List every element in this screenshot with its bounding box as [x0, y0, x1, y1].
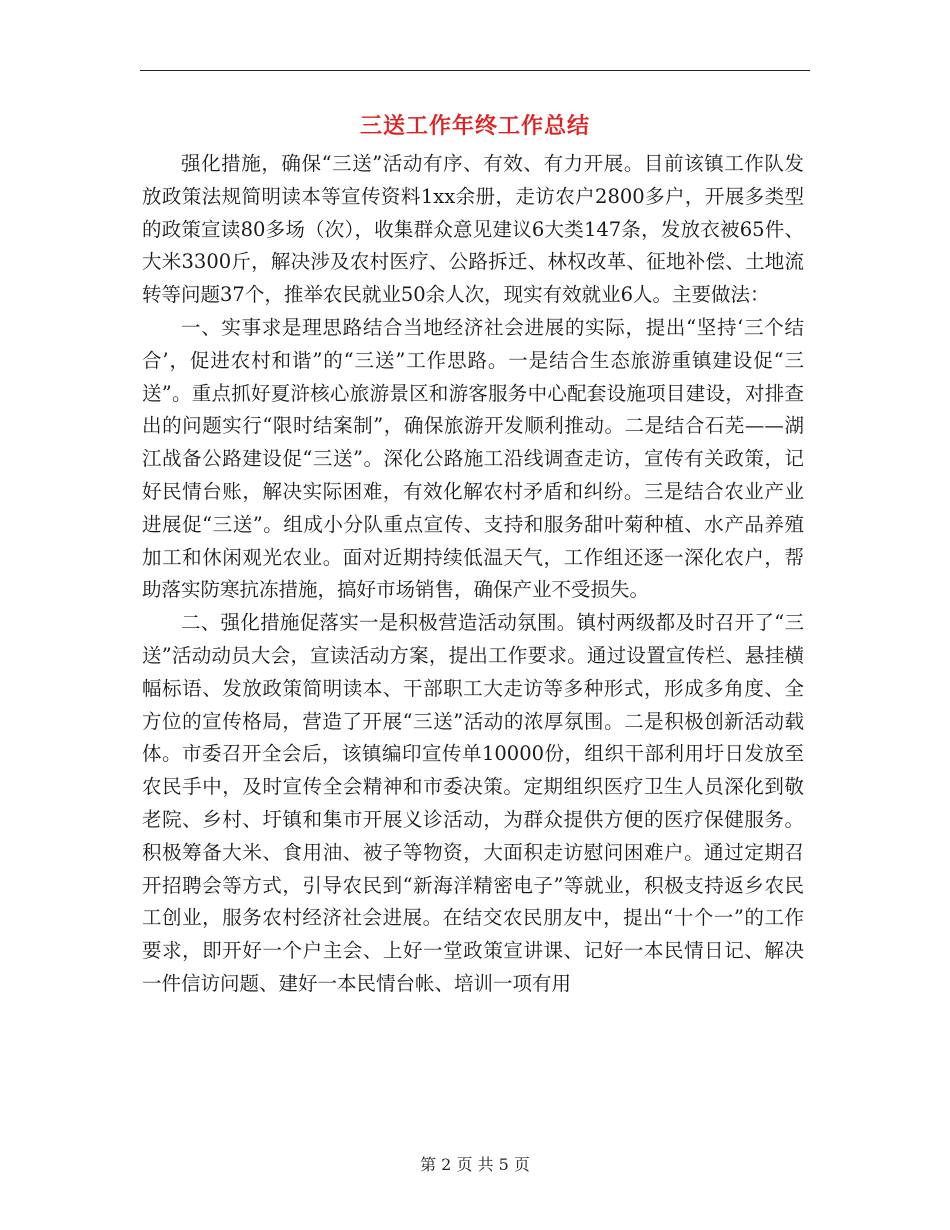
header-rule — [140, 70, 810, 71]
paragraph-section-two: 二、强化措施促落实一是积极营造活动氛围。镇村两级都及时召开了“三送”活动动员大会，宣读活动方案，提出工作要求。通过设置宣传栏、悬挂横幅标语、发放政策简明读本、干部职工大走访等多种形式，形成多角度、全方位的宣传格局，营造了开展“三送”活动的浓厚氛围。二是积极创新活动载体。市委召开全会后，该镇编印宣传单10000份，组织干部利用圩日发放至农民手中，及时宣传全会精神和市委决策。定期组织医疗卫生人员深化到敬老院、乡村、圩镇和集市开展义诊活动，为群众提供方便的医疗保健服务。积极筹备大米、食用油、被子等物资，大面积走访慰问困难户。通过定期召开招聘会等方式，引导农民到“新海洋精密电子”等就业，积极支持返乡农民工创业，服务农村经济社会进展。在结交农民朋友中，提出“十个一”的工作要求，即开好一个户主会、上好一堂政策宣讲课、记好一本民情日记、解决一件信访问题、建好一本民情台帐、培训一项有用 — [142, 611, 804, 995]
document-title: 三送工作年终工作总结 — [359, 113, 590, 139]
page-number: 第 2 页 共 5 页 — [420, 1155, 530, 1174]
paragraph-intro: 强化措施，确保“三送”活动有序、有效、有力开展。目前该镇工作队发放政策法规简明读本等宣传资料1xx余册，走访农户2800多户，开展多类型的政策宣读80多场（次），收集群众意见建议6大类147条，发放衣被65件、大米3300斤，解决涉及农村医疗、公路拆迁、林权改革、征地补偿、土地流转等问题37个，推举农民就业50余人次，现实有效就业6人。主要做法： — [142, 152, 804, 307]
document-body — [142, 148, 804, 1001]
paragraph-section-one: 一、实事求是理思路结合当地经济社会进展的实际，提出“坚持‘三个结合’，促进农村和谐”的“三送”工作思路。一是结合生态旅游重镇建设促“三送”。重点抓好夏浒核心旅游景区和游客服务中心配套设施项目建设，对排查出的问题实行“限时结案制”，确保旅游开发顺利推动。二是结合石芜——湖江战备公路建设促“三送”。深化公路施工沿线调查走访，宣传有关政策，记好民情台账，解决实际困难，有效化解农村矛盾和纠纷。三是结合农业产业进展促“三送”。组成小分队重点宣传、支持和服务甜叶菊种植、水产品养殖加工和休闲观光农业。面对近期持续低温天气，工作组还逐一深化农户，帮助落实防寒抗冻措施，搞好市场销售，确保产业不受损失。 — [142, 315, 804, 602]
